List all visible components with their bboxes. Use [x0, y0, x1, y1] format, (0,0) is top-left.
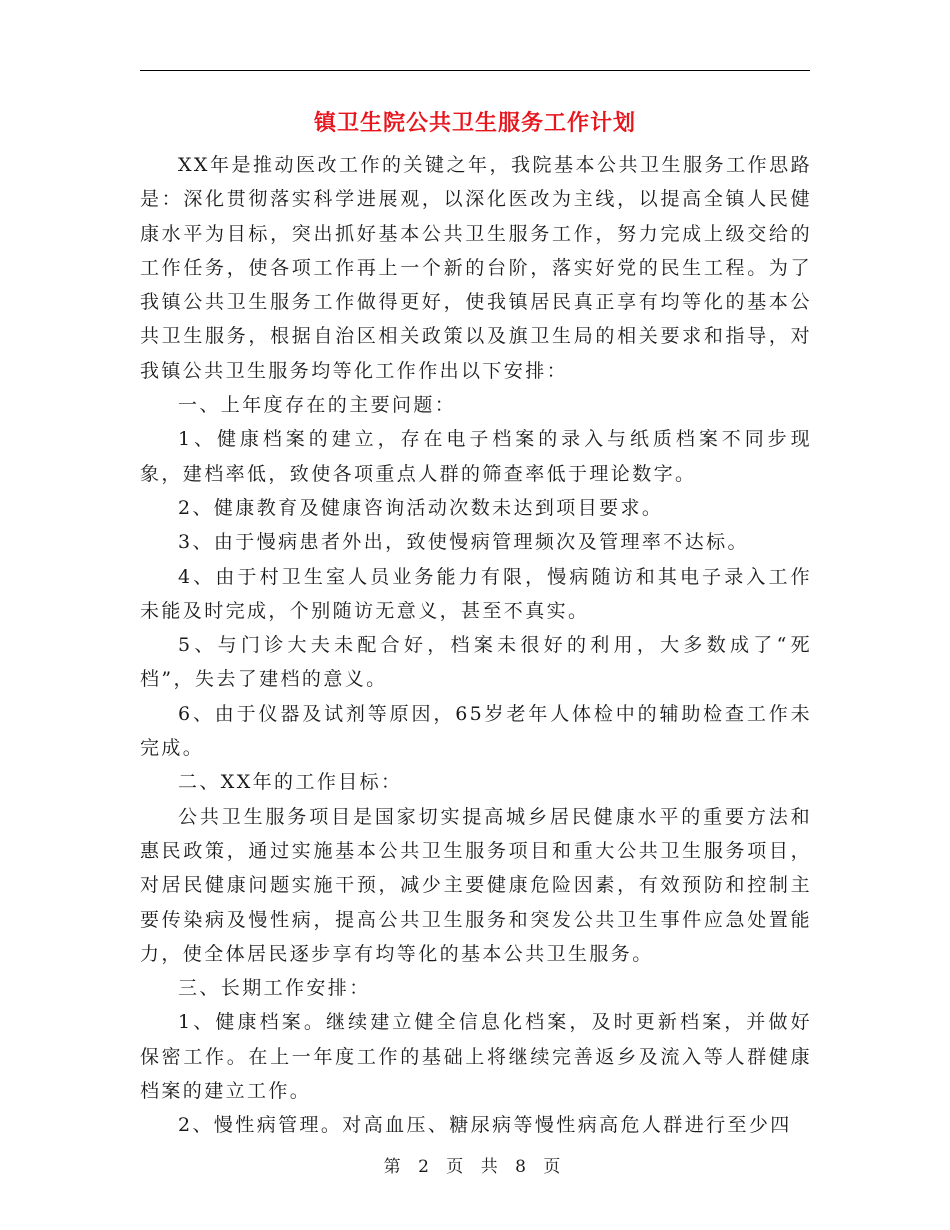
paragraph-problem-1: 1、健康档案的建立，存在电子档案的录入与纸质档案不同步现象，建档率低，致使各项重点人群的筛查率低于理论数字。: [140, 428, 812, 485]
paragraph-problem-5: 5、与门诊大夫未配合好，档案未很好的利用，大多数成了“死档”，失去了建档的意义。: [140, 634, 812, 691]
paragraph-problem-3: 3、由于慢病患者外出，致使慢病管理频次及管理率不达标。: [178, 531, 749, 554]
paragraph-problem-4: 4、由于村卫生室人员业务能力有限，慢病随访和其电子录入工作未能及时完成，个别随访无意义，甚至不真实。: [140, 565, 812, 622]
paragraph-problem-2: 2、健康教育及健康咨询活动次数未达到项目要求。: [178, 496, 664, 519]
header-rule: [140, 70, 810, 71]
page-number-footer: 第 2 页 共 8 页: [383, 1157, 567, 1177]
paragraph-intro: XX年是推动医改工作的关键之年，我院基本公共卫生服务工作思路是：深化贯彻落实科学进展观，以深化医改为主线，以提高全镇人民健康水平为目标，突出抓好基本公共卫生服务工作，努力完成上级交给的工作任务，使各项工作再上一个新的台阶，落实好党的民生工程。为了我镇公共卫生服务工作做得更好，使我镇居民真正享有均等化的基本公共卫生服务，根据自治区相关政策以及旗卫生局的相关要求和指导，对我镇公共卫生服务均等化工作作出以下安排：: [140, 154, 812, 382]
paragraph-plan-2: 2、慢性病管理。对高血压、糖尿病等慢性病高危人群进行至少四: [178, 1114, 792, 1137]
heading-problems: 一、上年度存在的主要问题：: [178, 394, 457, 417]
heading-long-term-plan: 三、长期工作安排：: [178, 977, 371, 1000]
paragraph-plan-1: 1、健康档案。继续建立健全信息化档案，及时更新档案，并做好保密工作。在上一年度工作的基础上将继续完善返乡及流入等人群健康档案的建立工作。: [140, 1011, 812, 1103]
document-body: [140, 148, 812, 1143]
paragraph-goals: 公共卫生服务项目是国家切实提高城乡居民健康水平的重要方法和惠民政策，通过实施基本公共卫生服务项目和重大公共卫生服务项目，对居民健康问题实施干预，减少主要健康危险因素，有效预防和控制主要传染病及慢性病，提高公共卫生服务和突发公共卫生事件应急处置能力，使全体居民逐步享有均等化的基本公共卫生服务。: [140, 805, 812, 965]
document-title: 镇卫生院公共卫生服务工作计划: [313, 111, 636, 136]
paragraph-problem-6: 6、由于仪器及试剂等原因，65岁老年人体检中的辅助检查工作未完成。: [140, 702, 812, 760]
heading-goals: 二、XX年的工作目标：: [178, 771, 403, 794]
